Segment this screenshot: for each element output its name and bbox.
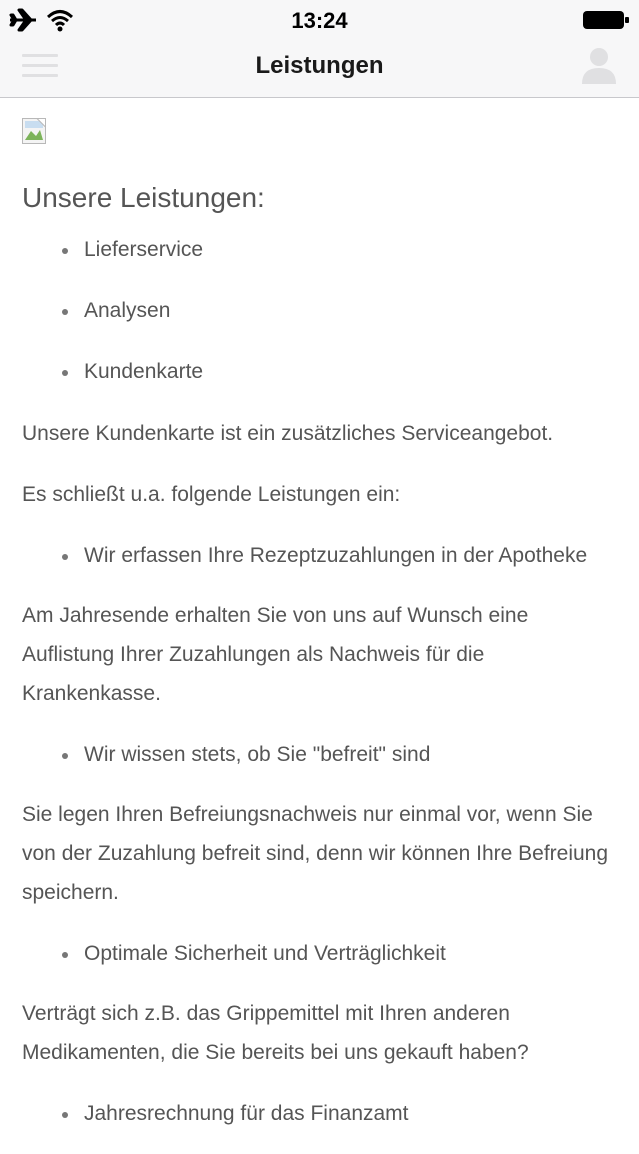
- list-item: Optimale Sicherheit und Verträglichkeit: [62, 934, 622, 974]
- user-icon[interactable]: [581, 46, 617, 84]
- paragraph: Am Jahresende erhalten Sie von uns auf Wunsch eine Auflistung Ihrer Zuzahlungen als Nachweis für die Krankenkasse.: [22, 604, 529, 705]
- status-time: 13:24: [291, 8, 348, 33]
- section-heading: Unsere Leistungen:: [22, 182, 265, 213]
- list-item: Kundenkarte: [62, 352, 622, 392]
- main-content: [22, 118, 622, 1154]
- list-item: Wir erfassen Ihre Rezeptzuzahlungen in der Apotheke: [62, 536, 622, 576]
- list-item: Jahresrechnung für das Finanzamt: [62, 1094, 622, 1134]
- paragraph: Unsere Kundenkarte ist ein zusätzliches Serviceangebot.: [22, 422, 554, 445]
- benefits-list: [22, 934, 622, 974]
- benefits-list: [22, 735, 622, 775]
- benefits-list: [22, 1094, 622, 1134]
- paragraph: Verträgt sich z.B. das Grippemittel mit Ihren anderen Medikamenten, die Sie bereits bei uns gekauft haben?: [22, 1002, 529, 1064]
- list-item: Lieferservice: [62, 230, 622, 270]
- battery-icon: [583, 11, 629, 29]
- page-title: Leistungen: [255, 52, 384, 79]
- list-item: Analysen: [62, 291, 622, 331]
- benefits-list: [22, 536, 622, 576]
- paragraph: Es schließt u.a. folgende Leistungen ein:: [22, 483, 401, 506]
- navigation-bar: [0, 40, 639, 98]
- list-item: Wir wissen stets, ob Sie "befreit" sind: [62, 735, 622, 775]
- paragraph: Sie legen Ihren Befreiungsnachweis nur einmal vor, wenn Sie von der Zuzahlung befreit sind, denn wir können Ihre Befreiung speichern.: [22, 803, 609, 904]
- broken-image-icon: [22, 118, 46, 144]
- status-bar: [0, 0, 639, 40]
- services-list: [22, 230, 622, 392]
